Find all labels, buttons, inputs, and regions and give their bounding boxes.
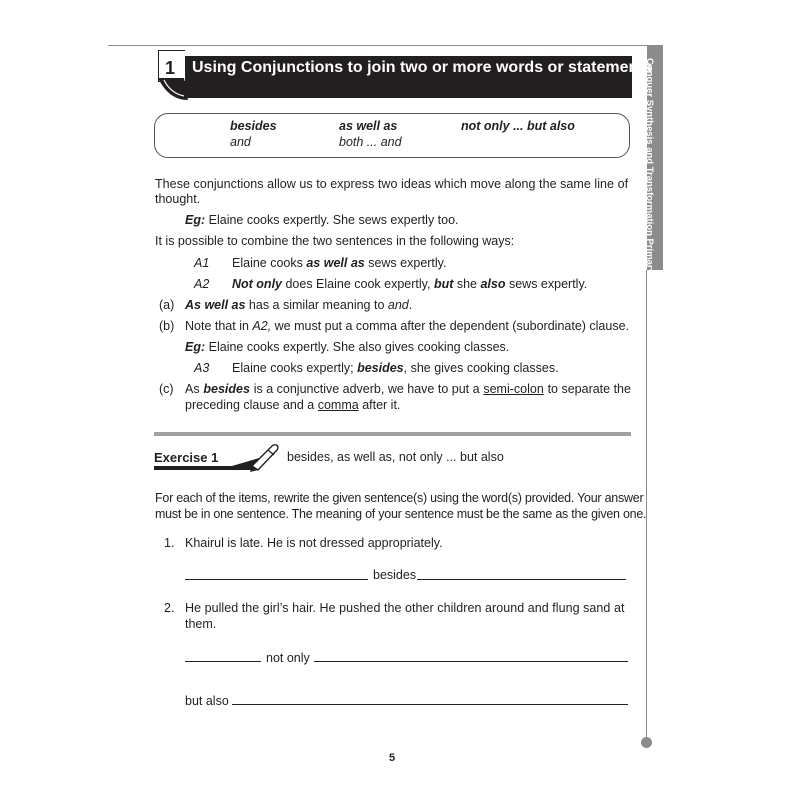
section-title: Using Conjunctions to join two or more words or statements	[192, 59, 653, 76]
q2-line-1: He pulled the girl’s hair. He pushed the other children around and flung sand at	[185, 601, 625, 615]
a1-keyword: as well as	[306, 256, 365, 270]
word-as-well-as: as well as	[339, 119, 398, 133]
q1-text: Khairul is late. He is not dressed appropriately.	[185, 536, 443, 550]
page-number: 5	[389, 752, 396, 764]
exercise-instruction-1: For each of the items, rewrite the given sentence(s) using the word(s) provided. Your answer	[155, 491, 644, 505]
word-not-only-but-also: not only ... but also	[461, 119, 575, 133]
q2-answer-line-3[interactable]	[232, 704, 628, 705]
a3-label: A3	[194, 361, 210, 375]
pen-wedge-icon	[154, 440, 284, 472]
a2-keyword-3: also	[480, 277, 506, 291]
q2-keyword-2: but also	[185, 694, 229, 708]
note-c-line-2	[185, 397, 400, 413]
note-a-keyword: As well as	[185, 298, 246, 312]
a1-pre: Elaine cooks	[232, 256, 307, 270]
q1-answer-line-2[interactable]	[417, 579, 626, 580]
note-b-em: A2,	[252, 319, 272, 333]
a2-label: A2	[194, 277, 210, 291]
note-b-pre: Note that in	[185, 319, 253, 333]
q2-keyword-1: not only	[266, 651, 310, 665]
note-c-line2-post: after it.	[358, 398, 401, 412]
word-and: and	[230, 135, 251, 149]
exercise-divider	[154, 432, 631, 436]
a3-keyword: besides	[357, 361, 404, 375]
a2-keyword-1: Not only	[232, 277, 282, 291]
note-c-rest: is a conjunctive adverb, we have to put a	[253, 382, 480, 396]
intro-line-1: These conjunctions allow us to express two ideas which move along the same line of	[155, 177, 629, 191]
note-c-keyword: besides	[203, 382, 250, 396]
note-a-label: (a)	[159, 298, 175, 312]
intro-line-2: thought.	[155, 192, 201, 206]
note-b-text	[185, 318, 629, 334]
intro-example	[185, 212, 459, 228]
q1-number: 1.	[164, 536, 175, 550]
word-both-and: both ... and	[339, 135, 402, 149]
a2-mid-2: she	[453, 277, 481, 291]
intro-combine: It is possible to combine the two sentences in the following ways:	[155, 234, 515, 248]
note-c-w2: to separate the	[547, 382, 631, 396]
note-b-label: (b)	[159, 319, 175, 333]
note-a-text	[185, 297, 412, 313]
note-a-post: .	[408, 298, 413, 312]
note-c-line2-pre: preceding clause and a	[185, 398, 318, 412]
a2-sentence	[232, 276, 587, 292]
a1-post: sews expertly.	[364, 256, 447, 270]
a2-keyword-2: but	[433, 277, 454, 291]
a2-mid-1: does Elaine cook expertly,	[282, 277, 434, 291]
note-c-label: (c)	[159, 382, 174, 396]
q2-line-2: them.	[185, 617, 217, 631]
a3-pre: Elaine cooks expertly;	[232, 361, 358, 375]
exercise-label: Exercise 1	[154, 450, 219, 465]
exercise-instruction-2: must be in one sentence. The meaning of your sentence must be the same as the given one.	[155, 507, 647, 521]
eg-b-label: Eg:	[185, 340, 206, 354]
note-b-post: we must put a comma after the dependent (subordinate) clause.	[271, 319, 630, 333]
q2-answer-line-1[interactable]	[185, 661, 261, 662]
note-c-line-1	[185, 381, 631, 397]
side-rail-dot	[641, 737, 652, 748]
side-tab-text: Conquer Synthesis and Transformation Primary 6	[644, 58, 655, 282]
a1-sentence	[232, 255, 446, 271]
eg-text: Elaine cooks expertly. She sews expertly too.	[208, 213, 459, 227]
word-besides: besides	[230, 119, 277, 133]
q2-answer-line-2[interactable]	[314, 661, 628, 662]
a3-post: , she gives cooking classes.	[403, 361, 559, 375]
side-rail	[646, 270, 647, 740]
eg-label: Eg:	[185, 213, 206, 227]
a1-label: A1	[194, 256, 210, 270]
eg-b	[185, 339, 509, 355]
exercise-words: besides, as well as, not only ... but also	[287, 450, 504, 464]
a3-sentence	[232, 360, 559, 376]
curled-tab-icon	[158, 78, 188, 100]
q1-answer-line-1[interactable]	[185, 579, 368, 580]
note-a-em: and	[387, 298, 409, 312]
note-c-semicolon: semi-colon	[483, 382, 544, 396]
note-c-comma: comma	[317, 398, 359, 412]
note-c-w1: As	[185, 382, 200, 396]
a2-post: sews expertly.	[505, 277, 588, 291]
note-a-mid: has a similar meaning to	[245, 298, 388, 312]
q1-keyword: besides	[373, 568, 417, 582]
q2-number: 2.	[164, 601, 175, 615]
eg-b-text: Elaine cooks expertly. She also gives cooking classes.	[208, 340, 510, 354]
top-rule	[108, 45, 648, 46]
section-number: 1	[165, 58, 176, 78]
